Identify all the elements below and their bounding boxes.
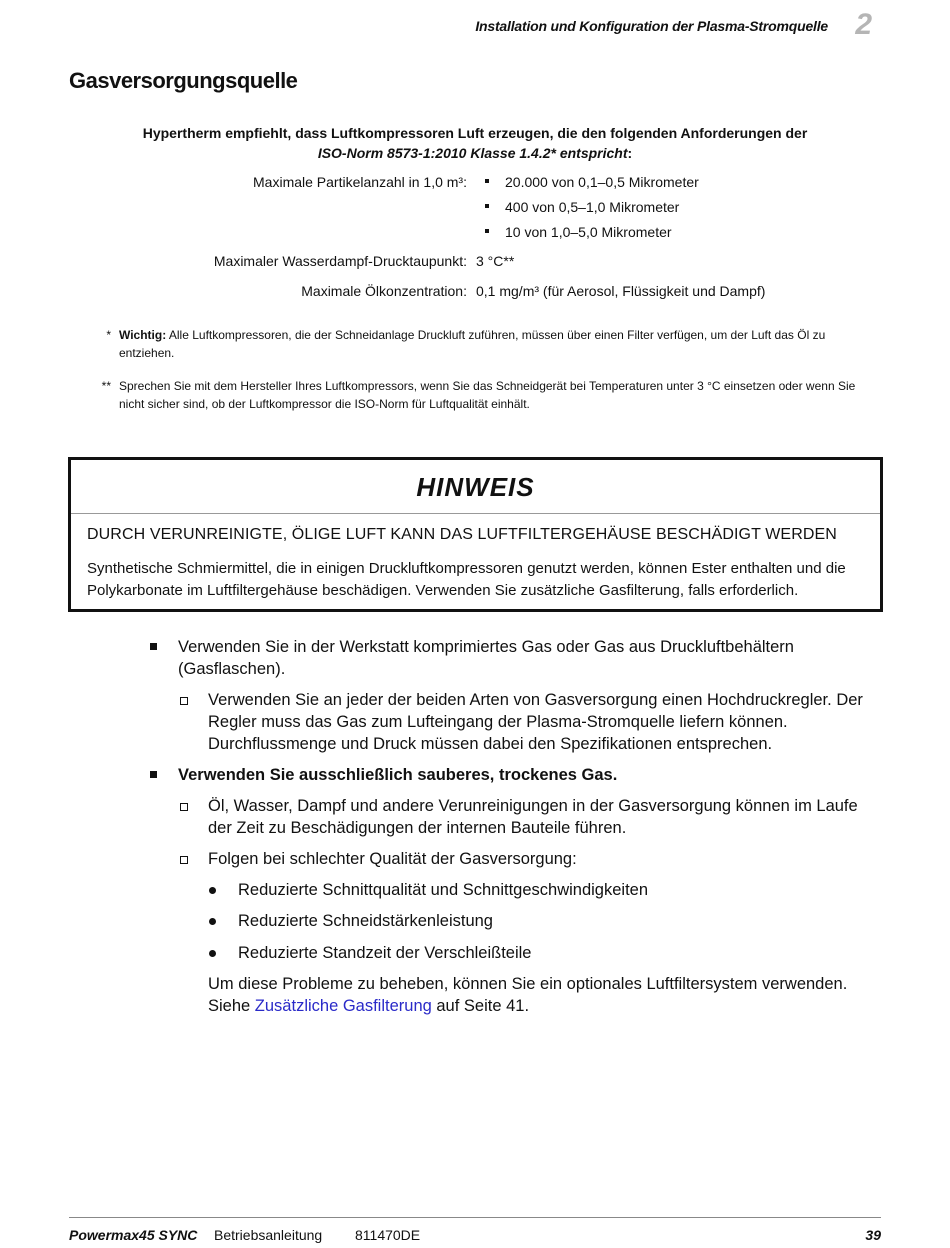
consequence-item: Reduzierte Standzeit der Verschleißteile [238, 944, 532, 962]
notice-subheading: DURCH VERUNREINIGTE, ÖLIGE LUFT KANN DAS LUFTFILTERGEHÄUSE BESCHÄDIGT WERDEN [87, 526, 837, 543]
iso-norm: ISO-Norm 8573-1:2010 Klasse 1.4.2* entspricht [317, 145, 628, 161]
footer-doc-number: 811470DE [355, 1227, 421, 1243]
list-subitem: Folgen bei schlechter Qualität der Gasversorgung: [208, 850, 577, 868]
chapter-number: 2 [855, 8, 872, 41]
footnote-mark: * [106, 328, 111, 342]
consequence-item: Reduzierte Schneidstärkenleistung [238, 912, 493, 930]
particle-item: 400 von 0,5–1,0 Mikrometer [485, 197, 679, 217]
list-subitem: Öl, Wasser, Dampf und andere Verunreinigungen in der Gasversorgung können im Laufe der Zeit zu Beschädigungen der internen Bauteile führen. [208, 797, 858, 837]
footnote-mark: ** [101, 379, 111, 393]
intro-text [69, 123, 881, 163]
spec-label: Maximale Ölkonzentration: [301, 283, 467, 299]
footnote-text: Sprechen Sie mit dem Hersteller Ihres Luftkompressors, wenn Sie das Schneidgerät bei Temperaturen unter 3 °C einsetzen oder wenn Sie nicht sicher sind, ob der Luftkompressor die ISO-Norm für Luftqualität einhält. [119, 379, 856, 411]
notice-heading: HINWEIS [71, 460, 880, 514]
footer-product: Powermax45 SYNC [69, 1227, 198, 1243]
footnote-text: Wichtig: Alle Luftkompressoren, die der Schneidanlage Druckluft zuführen, müssen über einen Filter verfügen, um der Luft das Öl zu entziehen. [119, 328, 826, 360]
checkbox-bullet-icon [180, 803, 188, 811]
list-subitem: Verwenden Sie an jeder der beiden Arten von Gasversorgung einen Hochdruckregler. Der Regler muss das Gas zum Lufteingang der Plasma-Stromquelle liefern können. Durchflussmenge und Druck müssen dabei den Spezifikationen entsprechen. [208, 691, 863, 753]
dot-bullet-icon [209, 918, 216, 925]
intro-colon: : [627, 145, 633, 161]
checkbox-bullet-icon [180, 856, 188, 864]
footer-divider [69, 1217, 881, 1218]
bullet-icon [485, 204, 489, 208]
dot-bullet-icon [209, 887, 216, 894]
spec-value: 3 °C** [476, 253, 515, 269]
spec-label: Maximaler Wasserdampf-Drucktaupunkt: [213, 253, 467, 269]
bullet-icon [485, 229, 489, 233]
spec-value: 0,1 mg/m³ (für Aerosol, Flüssigkeit und Dampf) [476, 283, 766, 299]
footer-doc-type: Betriebsanleitung [214, 1227, 323, 1243]
checkbox-bullet-icon [180, 697, 188, 705]
list-item: Verwenden Sie ausschließlich sauberes, trockenes Gas. [178, 766, 618, 784]
gas-filter-link[interactable]: Zusätzliche Gasfilterung [254, 997, 432, 1015]
solution-paragraph: Um diese Probleme zu beheben, können Sie ein optionales Luftfiltersystem verwenden. Siehe Zusätzliche Gasfilterung auf Seite 41. [208, 975, 848, 1015]
dot-bullet-icon [209, 950, 216, 957]
notice-box [68, 457, 883, 612]
page-number: 39 [865, 1227, 881, 1243]
square-bullet-icon [150, 771, 157, 778]
bullet-icon [485, 179, 489, 183]
intro-line: Hypertherm empfiehlt, dass Luftkompressoren Luft erzeugen, die den folgenden Anforderungen der [142, 125, 808, 141]
spec-label: Maximale Partikelanzahl in 1,0 m³: [253, 174, 467, 190]
consequence-item: Reduzierte Schnittqualität und Schnittgeschwindigkeiten [238, 881, 649, 899]
notice-body: Synthetische Schmiermittel, die in einigen Druckluftkompressoren genutzt werden, können Ester enthalten und die Polykarbonate im Luftfiltergehäuse beschädigen. Verwenden Sie zusätzliche Gasfilterung, falls erforderlich. [87, 560, 846, 599]
square-bullet-icon [150, 643, 157, 650]
particle-item: 20.000 von 0,1–0,5 Mikrometer [485, 172, 699, 192]
section-title: Gasversorgungsquelle [69, 68, 298, 93]
list-item: Verwenden Sie in der Werkstatt komprimiertes Gas oder Gas aus Druckluftbehältern (Gasflaschen). [178, 638, 794, 678]
particle-item: 10 von 1,0–5,0 Mikrometer [485, 222, 672, 242]
running-header: Installation und Konfiguration der Plasma-Stromquelle [475, 18, 828, 34]
